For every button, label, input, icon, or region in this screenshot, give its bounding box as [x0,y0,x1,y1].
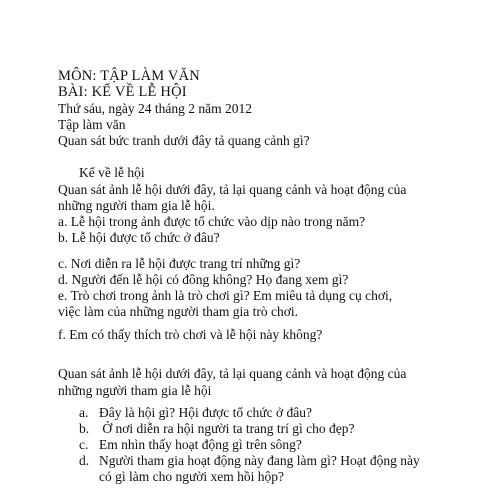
question-f: f. Em có thấy thích trò chơi và lễ hội này không? [58,327,323,342]
lesson-heading: BÀI: KỂ VỀ LỄ HỘI [58,84,187,100]
section2-item-c [79,437,302,453]
list-marker: b. [79,421,90,436]
list-marker: d. [79,453,90,468]
list-marker: a. [79,405,89,420]
prompt-line: Quan sát bức tranh dưới đây tả quang cảnh gì? [58,133,310,148]
section1-intro-line-1: Quan sát ảnh lễ hội dưới đây, tả lại quang cảnh và hoạt động của [58,182,407,197]
list-item-text: Em nhìn thấy hoạt động gì trên sông? [99,437,302,452]
list-item-text: Người tham gia hoạt động này đang làm gì? Hoạt động này [99,453,420,468]
question-b: b. Lễ hội được tổ chức ở đâu? [58,230,220,245]
list-item-text: Ở nơi diễn ra hội người ta trang trí gì cho đẹp? [99,421,355,436]
section2-intro-line-2: những người tham gia lễ hội [58,383,212,398]
subject-heading: MÔN: TẬP LÀM VĂN [58,68,200,84]
section1-title: Kể về lễ hội [79,165,145,180]
section2-item-d-continuation: có gì làm cho người xem hồi hộp? [99,469,285,484]
date-line: Thứ sáu, ngày 24 tháng 2 năm 2012 [58,101,253,116]
list-item-text: Đây là hội gì? Hội được tổ chức ở đâu? [99,405,312,420]
question-d: d. Người đến lễ hội có đông không? Họ đang xem gì? [58,272,349,287]
section2-item-a [79,405,312,421]
question-a: a. Lễ hội trong ảnh được tổ chức vào dịp nào trong năm? [58,214,366,229]
section2-intro-line-1: Quan sát ảnh lễ hội dưới đây, tả lại quang cảnh và hoạt động của [58,366,407,381]
section1-intro-line-2: những người tham gia lễ hội. [58,198,215,213]
section2-item-d [79,453,420,469]
section2-item-b [79,421,355,437]
category-line: Tập làm văn [58,117,126,132]
list-marker: c. [79,437,89,452]
question-e-line-2: việc làm của những người tham gia trò chơi. [58,304,298,319]
question-e-line-1: e. Trò chơi trong ảnh là trò chơi gì? Em miêu tả dụng cụ chơi, [58,288,393,303]
question-c: c. Nơi diễn ra lễ hội được trang trí những gì? [58,256,301,271]
